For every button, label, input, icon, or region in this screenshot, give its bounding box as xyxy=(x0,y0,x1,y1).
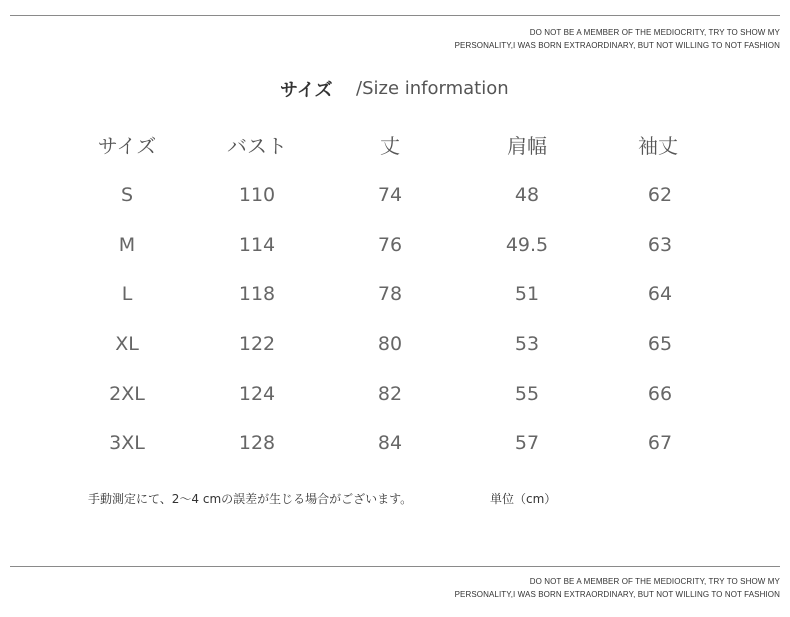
table-cell: 53 xyxy=(514,333,540,355)
header-bust: バスト xyxy=(227,134,287,158)
table-cell: 82 xyxy=(377,383,403,405)
table-cell: L xyxy=(121,283,133,305)
bottom-slogan xyxy=(455,575,780,601)
table-cell: 128 xyxy=(238,432,276,454)
header-sleeve: 袖丈 xyxy=(638,134,678,158)
unit-label: 単位（cm） xyxy=(490,492,557,506)
table-cell: 62 xyxy=(647,184,673,206)
header-length: 丈 xyxy=(380,134,400,158)
table-cell: 110 xyxy=(238,184,276,206)
table-cell: 124 xyxy=(238,383,276,405)
measurement-note: 手動測定にて、2～4 cmの誤差が生じる場合がございます。 xyxy=(88,492,413,506)
table-cell: 2XL xyxy=(109,383,145,405)
table-cell: 3XL xyxy=(109,432,145,454)
table-cell: 57 xyxy=(514,432,540,454)
table-cell: 118 xyxy=(238,283,276,305)
table-cell: 114 xyxy=(238,234,276,256)
table-cell: 66 xyxy=(647,383,673,405)
slogan-line-2: PERSONALITY,I WAS BORN EXTRAORDINARY, BUT NOT WILLING TO NOT FASHION xyxy=(454,41,780,50)
table-cell: 78 xyxy=(377,283,403,305)
top-slogan xyxy=(455,26,780,52)
table-cell: 64 xyxy=(647,283,673,305)
table-cell: 84 xyxy=(377,432,403,454)
size-subtitle: /Size information xyxy=(356,78,509,99)
table-cell: 67 xyxy=(647,432,673,454)
table-cell: 63 xyxy=(647,234,673,256)
header-size: サイズ xyxy=(97,134,157,158)
table-cell: 74 xyxy=(377,184,403,206)
slogan-line-1: DO NOT BE A MEMBER OF THE MEDIOCRITY, TRY TO SHOW MY xyxy=(529,28,780,37)
table-cell: 48 xyxy=(514,184,540,206)
table-cell: 65 xyxy=(647,333,673,355)
size-title: サイズ xyxy=(280,80,333,101)
slogan-line-2: PERSONALITY,I WAS BORN EXTRAORDINARY, BUT NOT WILLING TO NOT FASHION xyxy=(454,590,780,599)
slogan-line-1: DO NOT BE A MEMBER OF THE MEDIOCRITY, TRY TO SHOW MY xyxy=(529,577,780,586)
table-cell: 122 xyxy=(238,333,276,355)
table-cell: 76 xyxy=(377,234,403,256)
table-cell: M xyxy=(118,234,136,256)
header-shoulder: 肩幅 xyxy=(507,134,547,158)
table-cell: 55 xyxy=(514,383,540,405)
bottom-divider xyxy=(10,566,780,567)
top-divider xyxy=(10,15,780,16)
table-cell: 80 xyxy=(377,333,403,355)
table-cell: XL xyxy=(115,333,139,355)
table-cell: S xyxy=(120,184,134,206)
table-cell: 49.5 xyxy=(505,234,549,256)
table-cell: 51 xyxy=(514,283,540,305)
